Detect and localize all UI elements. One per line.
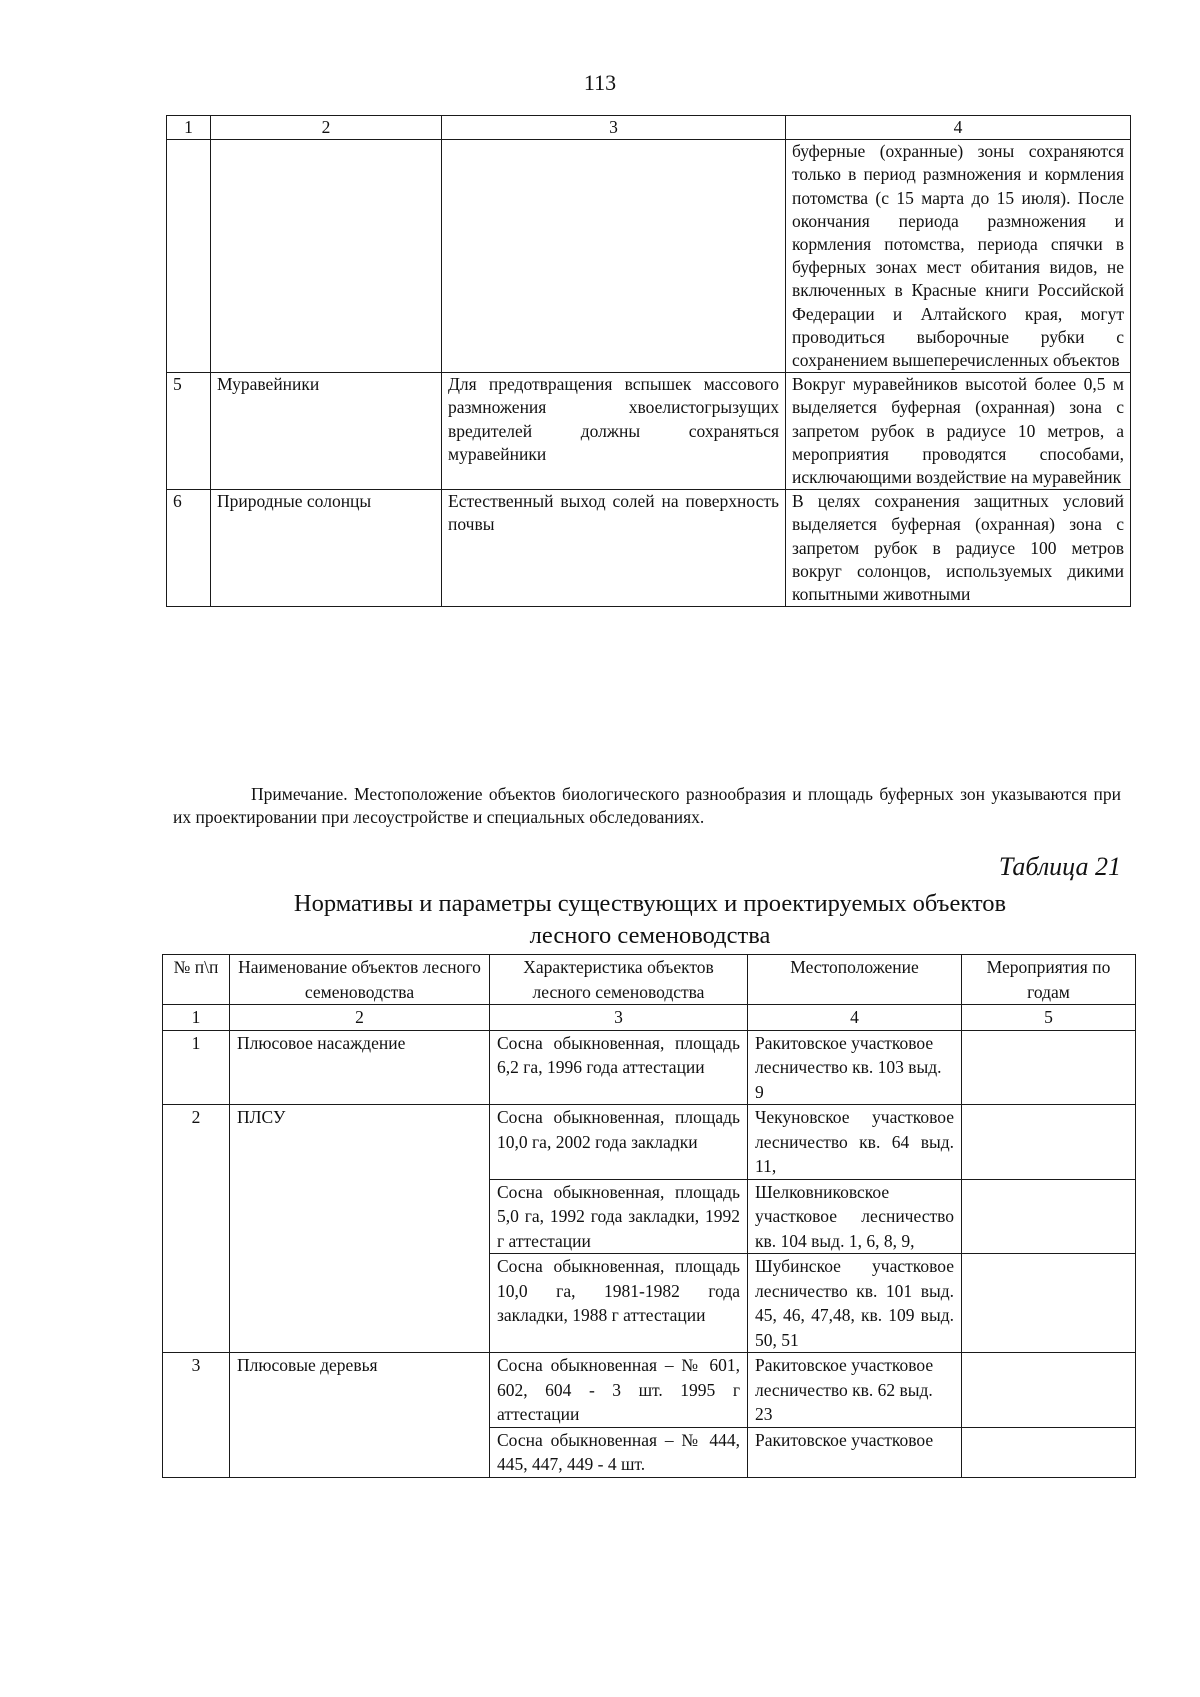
row-number: 3 — [163, 1353, 230, 1478]
row-number — [167, 140, 211, 373]
object-measures: В целях сохранения защитных условий выделяется буферная (охранная) зона с запретом рубок в радиусе 100 метров вокруг солонцов, используемых дикими копытными животными — [786, 490, 1131, 607]
object-name — [211, 140, 442, 373]
table-header-row — [163, 955, 1136, 1005]
table-row — [163, 1030, 1136, 1105]
col-number-1: 1 — [167, 116, 211, 140]
object-location: Ракитовское участковое лесничество кв. 62 выд. 23 — [748, 1353, 962, 1428]
object-plan — [962, 1030, 1136, 1105]
column-numbers-row — [163, 1005, 1136, 1031]
header-number: № п\п — [163, 955, 230, 1005]
object-plan — [962, 1353, 1136, 1428]
object-characteristics: Сосна обыкновенная – № 601, 602, 604 - 3 шт. 1995 г аттестации — [490, 1353, 748, 1428]
biodiversity-table-continued — [166, 115, 1131, 607]
table-title — [160, 888, 1140, 952]
col-number-2: 2 — [211, 116, 442, 140]
table-header-row — [167, 116, 1131, 140]
header-name: Наименование объектов лесного семеноводства — [230, 955, 490, 1005]
object-characteristics: Сосна обыкновенная, площадь 5,0 га, 1992 года закладки, 1992 г аттестации — [490, 1179, 748, 1254]
header-measures: Мероприятия по годам — [962, 955, 1136, 1005]
seed-production-table — [162, 954, 1136, 1478]
header-characteristics: Характеристика объектов лесного семеноводства — [490, 955, 748, 1005]
object-characteristics: Сосна обыкновенная, площадь 10,0 га, 2002 года закладки — [490, 1105, 748, 1180]
col-number-3: 3 — [442, 116, 786, 140]
table-row — [163, 1105, 1136, 1180]
header-location: Местоположение — [748, 955, 962, 1005]
object-purpose: Для предотвращения вспышек массового размножения хвоелистогрызущих вредителей должны сохраняться муравейники — [442, 373, 786, 490]
col-number-4: 4 — [786, 116, 1131, 140]
row-number: 5 — [167, 373, 211, 490]
row-number: 1 — [163, 1030, 230, 1105]
table-title-line-1: Нормативы и параметры существующих и проектируемых объектов — [293, 890, 1007, 917]
object-name: ПЛСУ — [230, 1105, 490, 1353]
table-row — [167, 373, 1131, 490]
col-number-4: 4 — [748, 1005, 962, 1031]
note-paragraph — [173, 783, 1121, 829]
table-title-line-2: лесного семеноводства — [529, 922, 771, 949]
table-row — [163, 1353, 1136, 1428]
note-text: Примечание. Местоположение объектов биологического разнообразия и площадь буферных зон указываются при их проектировании при лесоустройстве и специальных обследованиях. — [173, 784, 1121, 827]
object-location: Шелковниковское участковое лесничество кв. 104 выд. 1, 6, 8, 9, — [748, 1179, 962, 1254]
object-location: Ракитовское участковое — [748, 1427, 962, 1477]
row-number: 6 — [167, 490, 211, 607]
object-name: Плюсовое насаждение — [230, 1030, 490, 1105]
object-location: Чекуновское участковое лесничество кв. 64 выд. 11, — [748, 1105, 962, 1180]
col-number-5: 5 — [962, 1005, 1136, 1031]
col-number-2: 2 — [230, 1005, 490, 1031]
table-row — [167, 140, 1131, 373]
col-number-3: 3 — [490, 1005, 748, 1031]
object-location: Ракитовское участковое лесничество кв. 103 выд. 9 — [748, 1030, 962, 1105]
table-caption: Таблица 21 — [998, 852, 1121, 881]
object-plan — [962, 1254, 1136, 1353]
table-row — [167, 490, 1131, 607]
page-number: 113 — [583, 70, 617, 95]
object-characteristics: Сосна обыкновенная, площадь 10,0 га, 1981-1982 года закладки, 1988 г аттестации — [490, 1254, 748, 1353]
object-measures: буферные (охранные) зоны сохраняются только в период размножения и кормления потомства (с 15 марта до 15 июля). После окончания периода размножения и кормления потомства, периода спячки в буферных зонах мест обитания видов, не включенных в Красные книги Российской Федерации и Алтайского края, могут проводиться выборочные рубки с сохранением вышеперечисленных объектов — [786, 140, 1131, 373]
object-purpose: Естественный выход солей на поверхность почвы — [442, 490, 786, 607]
object-purpose — [442, 140, 786, 373]
object-characteristics: Сосна обыкновенная, площадь 6,2 га, 1996 года аттестации — [490, 1030, 748, 1105]
object-plan — [962, 1105, 1136, 1180]
col-number-1: 1 — [163, 1005, 230, 1031]
object-location: Шубинское участковое лесничество кв. 101 выд. 45, 46, 47,48, кв. 109 выд. 50, 51 — [748, 1254, 962, 1353]
object-plan — [962, 1427, 1136, 1477]
object-plan — [962, 1179, 1136, 1254]
object-name: Плюсовые деревья — [230, 1353, 490, 1478]
row-number: 2 — [163, 1105, 230, 1353]
object-name: Муравейники — [211, 373, 442, 490]
object-characteristics: Сосна обыкновенная – № 444, 445, 447, 449 - 4 шт. — [490, 1427, 748, 1477]
object-name: Природные солонцы — [211, 490, 442, 607]
object-measures: Вокруг муравейников высотой более 0,5 м выделяется буферная (охранная) зона с запретом рубок в радиусе 10 метров, а мероприятия проводятся способами, исключающими воздействие на муравейник — [786, 373, 1131, 490]
